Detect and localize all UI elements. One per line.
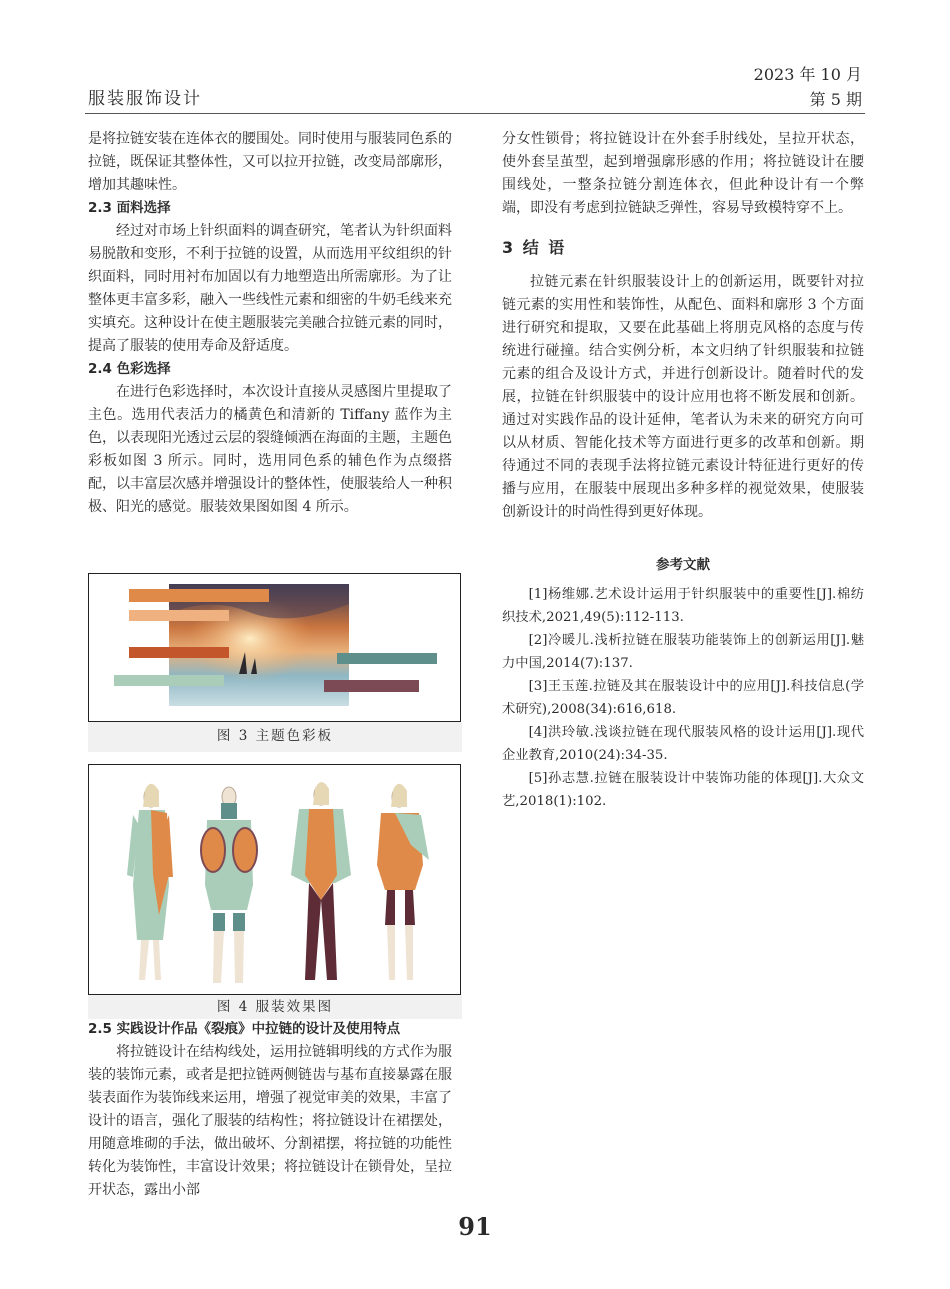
reference-item: [5]孙志慧.拉链在服装设计中装饰功能的体现[J].大众文艺,2018(1):102. [502, 771, 864, 809]
paragraph: 将拉链设计在结构线处，运用拉链辑明线的方式作为服装的装饰元素，或者是把拉链两侧链齿与基布直接暴露在服装表面作为装饰线来运用，增强了视觉审美的效果，丰富了设计的语言，强化了服装的结构性；将拉链设计在裙摆处，用随意堆砌的手法，做出破坏、分割裙摆，将拉链的功能性转化为装饰性，丰富设计效果；将拉链设计在锁骨处，呈拉开状态，露出小部 [88, 1044, 452, 1198]
model-3 [291, 782, 351, 980]
section-2-5 [88, 1018, 452, 1202]
color-board-image [89, 574, 460, 721]
right-column [502, 128, 864, 813]
reference-item: [1]杨维娜.艺术设计运用于针织服装中的重要性[J].棉纺织技术,2021,49(5):112-113. [502, 587, 864, 625]
model-2 [201, 787, 257, 983]
references-title: 参考文献 [656, 557, 710, 573]
paragraph: 拉链元素在针织服装设计上的创新运用，既要针对拉链元素的实用性和装饰性，从配色、面料和廓形 3 个方面进行研究和提取，又要在此基础上将朋克风格的态度与传统进行碰撞。结合实例分析，本文归纳了针织服装和拉链元素的组合及设计方式，并进行创新设计。随着时代的发展，拉链在针织服装中的设计应用也将不断发展和创新。通过对实践作品的设计延伸，笔者认为未来的研究方向可以从材质、智能化技术等方面进行更多的改革和创新。期待通过不同的表现手法将拉链元素设计特征进行更好的传播与应用，在服装中展现出多种多样的视觉效果，使服装创新设计的时尚性得到更好体现。 [502, 274, 864, 520]
figure-4-fashion-illustration [88, 764, 461, 995]
model-4 [377, 784, 429, 980]
issue-number: 第 5 期 [809, 90, 862, 109]
journal-title: 服装服饰设计 [88, 89, 202, 109]
swatch-orange [129, 589, 269, 602]
swatch-plum [324, 680, 419, 692]
figure-3-caption: 图 3 主题色彩板 [88, 722, 462, 752]
paragraph: 分女性锁骨；将拉链设计在外套手肘线处，呈拉开状态，使外套呈茧型，起到增强廓形感的作用；将拉链设计在腰围线处，一整条拉链分割连体衣，但此种设计有一个弊端，即没有考虑到拉链缺乏弹性，容易导致模特穿不上。 [502, 131, 864, 216]
model-1 [127, 784, 173, 980]
section-heading-2-4: 2.4 色彩选择 [88, 361, 171, 377]
section-heading-2-3: 2.3 面料选择 [88, 200, 171, 216]
paragraph: 在进行色彩选择时，本次设计直接从灵感图片里提取了主色。选用代表活力的橘黄色和清新的 Tiffany 蓝作为主色，以表现阳光透过云层的裂缝倾洒在海面的主题，主题色彩板如图 3 所示。同时，选用同色系的辅色作为点缀搭配，以丰富层次感并增强设计的整体性，使服装给人一种积极、阳光的感觉。服装效果图如图 4 所示。 [88, 384, 452, 515]
reference-item: [3]王玉莲.拉链及其在服装设计中的应用[J].科技信息(学术研究),2008(34):616,618. [502, 679, 864, 717]
page-number: 91 [458, 1212, 492, 1241]
paragraph: 是将拉链安装在连体衣的腰围处。同时使用与服装同色系的拉链，既保证其整体性，又可以拉开拉链，改变局部廓形，增加其趣味性。 [88, 131, 452, 193]
swatch-mint [114, 675, 224, 686]
header-divider [85, 113, 865, 114]
swatch-teal [337, 653, 437, 664]
section-heading-2-5: 2.5 实践设计作品《裂痕》中拉链的设计及使用特点 [88, 1021, 401, 1037]
reference-item: [2]冷暖儿.浅析拉链在服装功能装饰上的创新运用[J].魅力中国,2014(7):137. [502, 633, 864, 671]
swatch-peach [129, 610, 229, 621]
fashion-sketches [89, 765, 460, 994]
reference-item: [4]洪玲敏.浅谈拉链在现代服装风格的设计运用[J].现代企业教育,2010(24):34-35. [502, 725, 864, 763]
issue-date: 2023 年 10 月 [753, 65, 862, 84]
issue-info [754, 62, 862, 112]
left-column [88, 128, 452, 519]
section-heading-3: 3 结 语 [502, 238, 567, 257]
figure-3-color-board [88, 573, 461, 722]
swatch-rust [129, 647, 229, 658]
paragraph: 经过对市场上针织面料的调查研究，笔者认为针织面料易脱散和变形，不利于拉链的设置，从而选用平纹组织的针织面料，同时用衬布加固以有力地塑造出所需廓形。为了让整体更丰富多彩，融入一些线性元素和细密的牛奶毛线来充实填充。这种设计在使主题服装完美融合拉链元素的同时，提高了服装的使用寿命及舒适度。 [88, 223, 452, 354]
figure-4-caption: 图 4 服装效果图 [88, 995, 462, 1019]
